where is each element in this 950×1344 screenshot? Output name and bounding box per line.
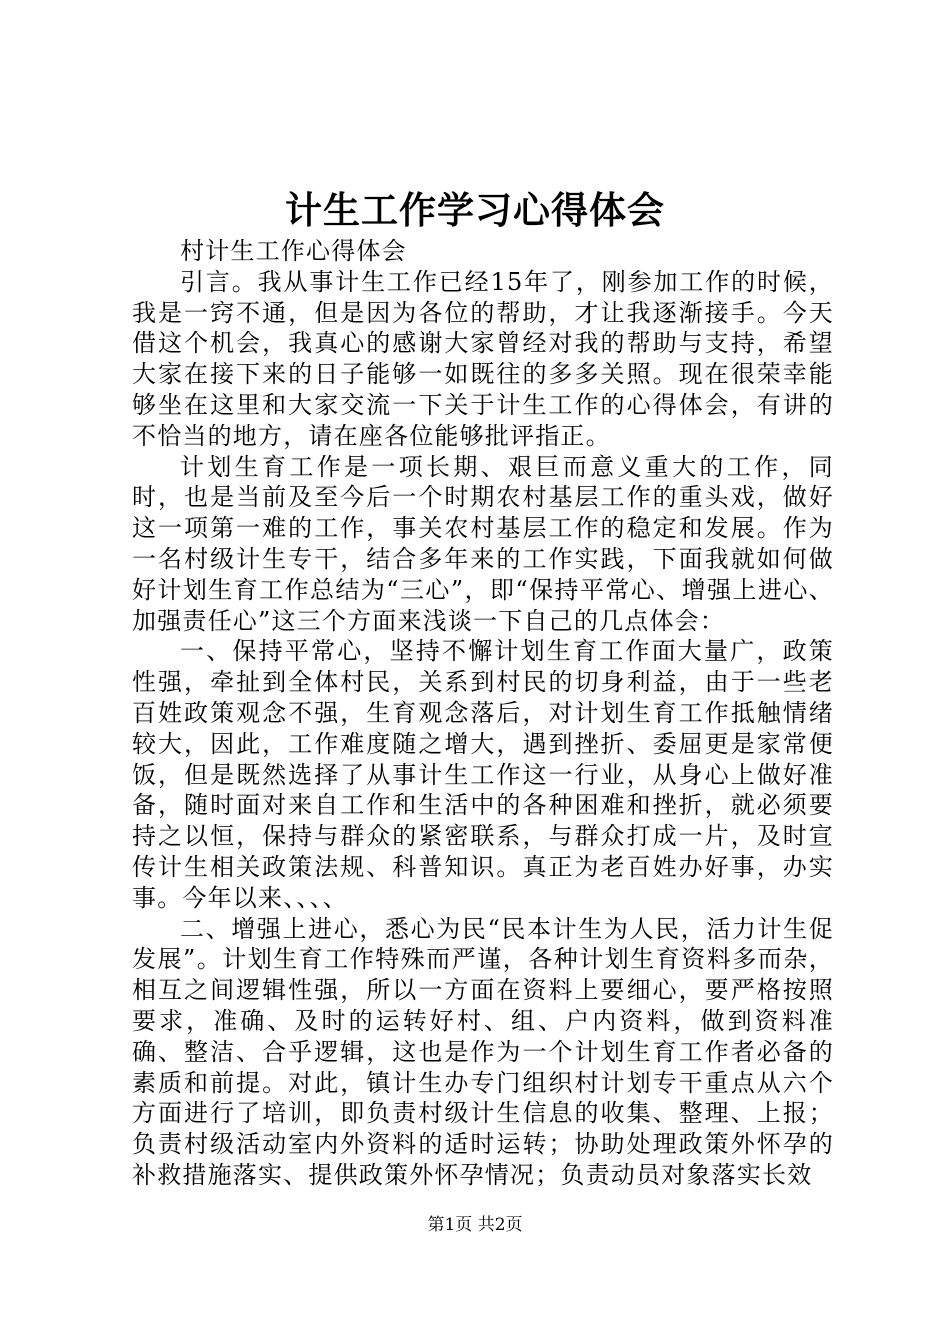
page-number-footer: 第1页 共2页 <box>427 1215 523 1235</box>
document-body <box>132 236 834 1191</box>
paragraph-overview: 计划生育工作是一项长期、艰巨而意义重大的工作，同时，也是当前及至今后一个时期农村基层工作的重头戏，做好这一项第一难的工作，事关农村基层工作的稳定和发展。作为一名村级计生专干，结合多年来的工作实践，下面我就如何做好计划生育工作总结为“三心”，即“保持平常心、增强上进心、加强责任心”这三个方面来浅谈一下自己的几点体会： <box>132 452 834 635</box>
paragraph-section-one: 一、保持平常心，坚持不懈计划生育工作面大量广，政策性强，牵扯到全体村民，关系到村民的切身利益，由于一些老百姓政策观念不强，生育观念落后，对计划生育工作抵触情绪较大，因此，工作难度随之增大，遇到挫折、委屈更是家常便饭，但是既然选择了从事计生工作这一行业，从身心上做好准备，随时面对来自工作和生活中的各种困难和挫折，就必须要持之以恒，保持与群众的紧密联系，与群众打成一片，及时宣传计生相关政策法规、科普知识。真正为老百姓办好事，办实事。今年以来、、、、 <box>132 637 834 912</box>
document-title: 计生工作学习心得体会 <box>285 188 665 232</box>
paragraph-introduction: 引言。我从事计生工作已经15年了，刚参加工作的时候，我是一窍不通，但是因为各位的帮助，才让我逐渐接手。今天借这个机会，我真心的感谢大家曾经对我的帮助与支持，希望大家在接下来的日子能够一如既往的多多关照。现在很荣幸能够坐在这里和大家交流一下关于计生工作的心得体会，有讲的不恰当的地方，请在座各位能够批评指正。 <box>132 267 834 450</box>
paragraph-subtitle: 村计生工作心得体会 <box>180 237 407 265</box>
paragraph-section-two: 二、增强上进心，悉心为民“民本计生为人民，活力计生促发展”。计划生育工作特殊而严谨，各种计划生育资料多而杂，相互之间逻辑性强，所以一方面在资料上要细心，要严格按照要求，准确、及时的运转好村、组、户内资料，做到资料准确、整洁、合乎逻辑，这也是作为一个计划生育工作者必备的素质和前提。对此，镇计生办专门组织村计划专干重点从六个方面进行了培训，即负责村级计生信息的收集、整理、上报；负责村级活动室内外资料的适时运转；协助处理政策外怀孕的补救措施落实、提供政策外怀孕情况；负责动员对象落实长效 <box>132 914 834 1189</box>
